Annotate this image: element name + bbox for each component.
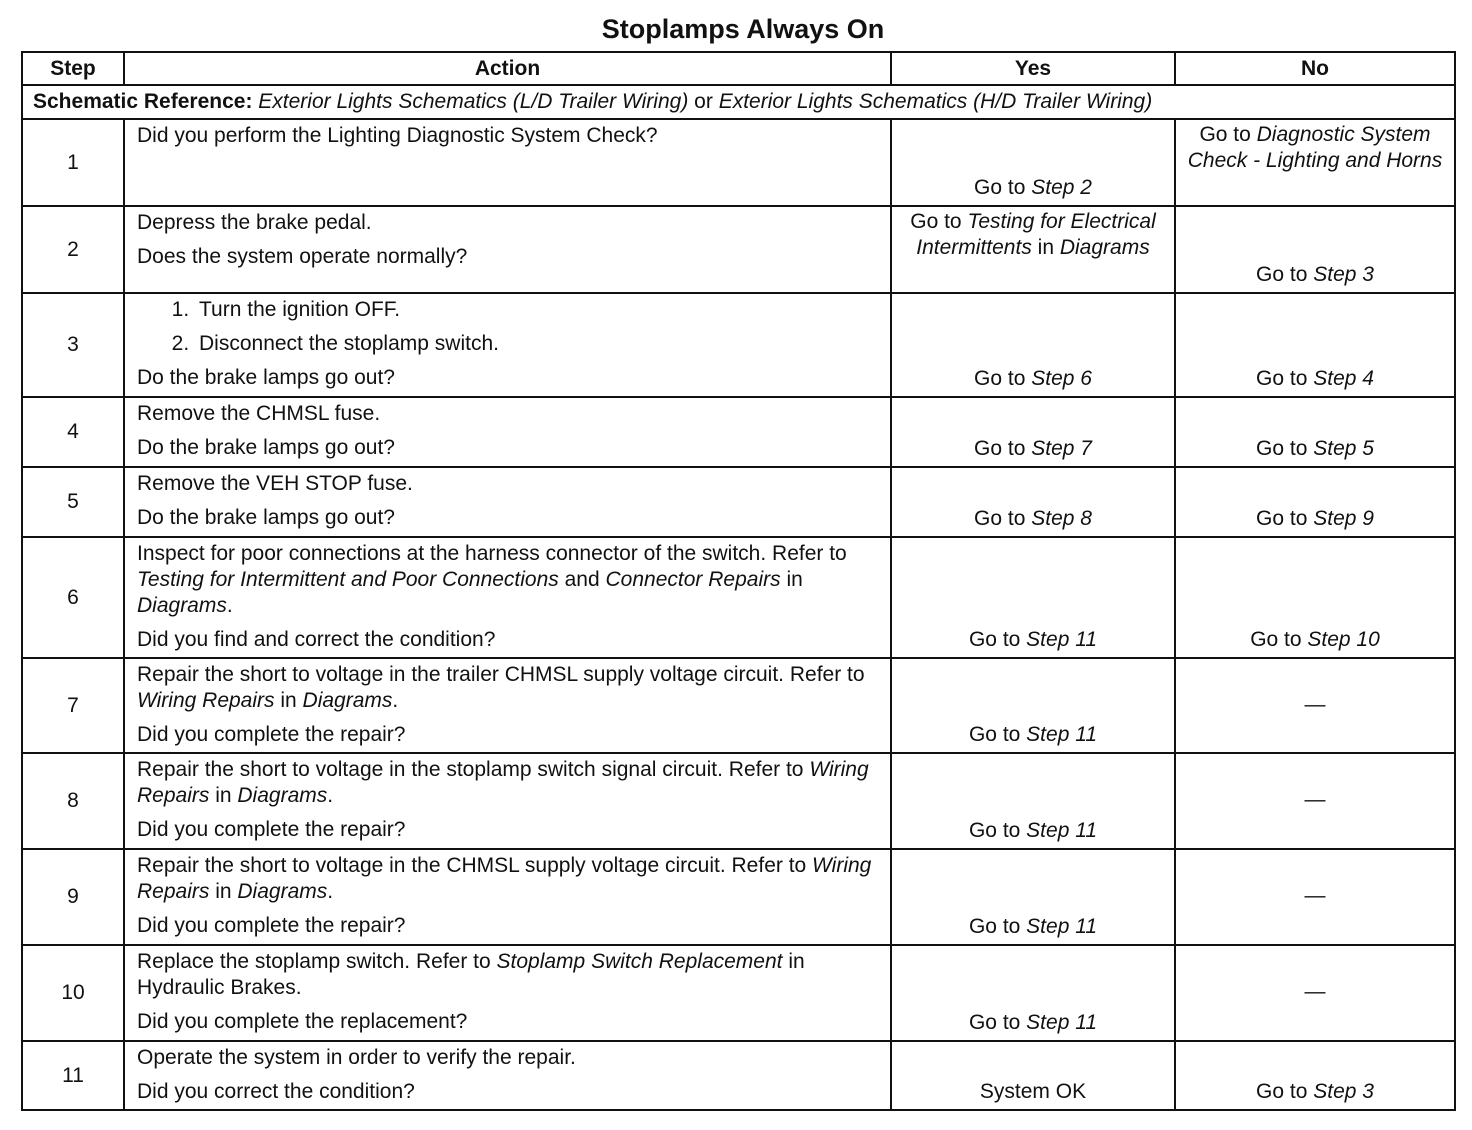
action-text: . — [327, 880, 334, 903]
result-link: Step 8 — [1031, 507, 1092, 530]
result-link: Step 3 — [1313, 1080, 1374, 1103]
action-step-item: 2. Disconnect the stoplamp switch. — [195, 331, 878, 357]
action-cell — [124, 397, 891, 467]
step-number: 3 — [22, 293, 124, 397]
step-number: 2 — [22, 206, 124, 293]
table-row — [22, 206, 1455, 293]
step-number: 5 — [22, 467, 124, 537]
action-text: Inspect for poor connections at the harness connector of the switch. Refer to — [137, 542, 847, 565]
result-prefix: Go to — [974, 507, 1032, 530]
dash-placeholder: — — [1304, 692, 1326, 716]
action-question: Does the system operate normally? — [137, 245, 468, 268]
schematic-ref-ld: Exterior Lights Schematics (L/D Trailer Wiring) — [258, 90, 689, 113]
no-result — [1175, 753, 1455, 849]
action-cell — [124, 658, 891, 753]
action-cell — [124, 537, 891, 658]
action-cell — [124, 945, 891, 1041]
action-question: Did you complete the replacement? — [137, 1010, 468, 1033]
action-text: and — [558, 568, 606, 591]
table-row — [22, 1041, 1455, 1110]
result-prefix: Go to — [1256, 507, 1314, 530]
step-number: 4 — [22, 397, 124, 467]
result-link: Testing for Electrical Intermittents — [916, 210, 1156, 259]
dash-placeholder: — — [1304, 980, 1326, 1003]
yes-result — [891, 397, 1175, 467]
action-instruction — [137, 949, 878, 1001]
action-step-item: 1. Turn the ignition OFF. — [195, 297, 878, 323]
result-link: Diagnostic System Check - Lighting and Horns — [1187, 123, 1443, 172]
action-text: . — [327, 784, 334, 807]
action-text: Repair the short to voltage in the stoplamp switch signal circuit. Refer to — [137, 758, 810, 781]
header-step: Step — [22, 52, 124, 85]
yes-result — [891, 753, 1175, 849]
action-instruction: Remove the VEH STOP fuse. — [137, 472, 413, 495]
table-row — [22, 658, 1455, 753]
action-instruction — [137, 662, 878, 714]
action-reference: Wiring Repairs — [137, 689, 275, 712]
action-instruction — [137, 757, 878, 809]
action-cell — [124, 849, 891, 945]
result-link: Step 11 — [1026, 723, 1098, 746]
action-question: Did you correct the condition? — [137, 1080, 415, 1103]
action-text: in — [209, 880, 238, 903]
result-link: Step 11 — [1026, 819, 1098, 842]
action-question: Do the brake lamps go out? — [137, 436, 395, 459]
table-row — [22, 849, 1455, 945]
dash-placeholder: — — [1304, 788, 1326, 811]
result-prefix: Go to — [1256, 367, 1314, 390]
result-prefix: Go to — [1250, 628, 1308, 651]
result-prefix: Go to — [968, 1011, 1027, 1034]
step-number: 1 — [22, 119, 124, 206]
result-link: Step 11 — [1026, 1011, 1098, 1034]
header-action: Action — [124, 52, 891, 85]
action-question: Did you complete the repair? — [137, 818, 406, 841]
action-reference: Connector Repairs — [605, 568, 781, 591]
header-yes: Yes — [891, 52, 1175, 85]
table-row — [22, 397, 1455, 467]
action-text: Repair the short to voltage in the CHMSL supply voltage circuit. Refer to — [137, 854, 813, 877]
action-text: . — [226, 594, 233, 617]
result-prefix: Go to — [968, 628, 1027, 651]
action-reference: Wiring Repairs — [137, 758, 869, 807]
action-reference: Diagrams — [137, 594, 227, 617]
result-link: Step 7 — [1031, 437, 1092, 460]
action-text: in Hydraulic Brakes. — [137, 950, 805, 999]
action-question: Do the brake lamps go out? — [137, 506, 395, 529]
step-number: 11 — [22, 1041, 124, 1110]
action-cell — [124, 753, 891, 849]
schematic-ref-hd: Exterior Lights Schematics (H/D Trailer Wiring) — [718, 90, 1153, 113]
action-question: Did you complete the repair? — [137, 723, 406, 746]
action-reference: Diagrams — [237, 784, 328, 807]
no-result — [1175, 206, 1455, 293]
result-link: Step 9 — [1313, 507, 1374, 530]
result-link: Step 10 — [1307, 628, 1380, 651]
header-row — [22, 52, 1455, 85]
action-reference: Wiring Repairs — [137, 854, 872, 903]
yes-result — [891, 119, 1175, 206]
result-link: Step 11 — [1026, 915, 1098, 938]
action-reference: Diagrams — [302, 689, 393, 712]
no-result — [1175, 397, 1455, 467]
action-cell — [124, 119, 891, 206]
yes-result — [891, 658, 1175, 753]
yes-result — [891, 849, 1175, 945]
yes-result — [891, 945, 1175, 1041]
no-result — [1175, 658, 1455, 753]
no-result — [1175, 119, 1455, 206]
result-link: Step 6 — [1031, 367, 1092, 390]
page-title: Stoplamps Always On — [601, 14, 885, 44]
action-question: Did you find and correct the condition? — [137, 628, 496, 651]
yes-result — [891, 206, 1175, 293]
action-reference: Stoplamp Switch Replacement — [496, 950, 783, 973]
action-question: Do the brake lamps go out? — [137, 366, 395, 389]
schematic-reference — [22, 85, 1455, 119]
action-text: in — [274, 689, 303, 712]
result-prefix: Go to — [974, 176, 1032, 199]
table-row — [22, 945, 1455, 1041]
action-cell — [124, 467, 891, 537]
yes-result — [891, 537, 1175, 658]
action-steps-list — [137, 297, 878, 357]
step-number: 9 — [22, 849, 124, 945]
table-row — [22, 293, 1455, 397]
action-question: Did you complete the repair? — [137, 914, 406, 937]
no-result — [1175, 537, 1455, 658]
action-instruction: Remove the CHMSL fuse. — [137, 402, 381, 425]
action-instruction — [137, 853, 878, 905]
action-instruction: Operate the system in order to verify the repair. — [137, 1046, 576, 1069]
action-text: in — [780, 568, 803, 591]
result-prefix: Go to — [968, 723, 1027, 746]
diagnostic-table — [21, 51, 1456, 1111]
no-result — [1175, 467, 1455, 537]
schematic-or: or — [694, 90, 713, 113]
dash-placeholder: — — [1304, 884, 1326, 907]
action-reference: Diagrams — [237, 880, 328, 903]
header-no: No — [1175, 52, 1455, 85]
result-link: Step 3 — [1313, 263, 1374, 286]
result-prefix: Go to — [968, 915, 1027, 938]
schematic-reference-row — [22, 85, 1455, 119]
schematic-label: Schematic Reference: — [33, 90, 253, 113]
result-link: Step 2 — [1031, 176, 1092, 199]
result-prefix: Go to — [1256, 437, 1314, 460]
yes-result — [891, 293, 1175, 397]
result-link: Step 5 — [1313, 437, 1374, 460]
action-reference: Testing for Intermittent and Poor Connections — [137, 568, 559, 591]
result-prefix: Go to — [1256, 263, 1314, 286]
result-mid: in — [1031, 236, 1060, 259]
table-row — [22, 537, 1455, 658]
result-prefix: Go to — [974, 367, 1032, 390]
table-row — [22, 753, 1455, 849]
result-link: Step 11 — [1026, 628, 1098, 651]
yes-result — [891, 467, 1175, 537]
result-text: System OK — [979, 1080, 1087, 1103]
action-text: . — [392, 689, 399, 712]
action-instruction: Depress the brake pedal. — [137, 211, 372, 234]
action-cell — [124, 206, 891, 293]
no-result — [1175, 849, 1455, 945]
result-link-2: Diagrams — [1059, 236, 1150, 259]
no-result — [1175, 293, 1455, 397]
step-number: 6 — [22, 537, 124, 658]
action-cell — [124, 1041, 891, 1110]
result-prefix: Go to — [968, 819, 1027, 842]
result-link: Step 4 — [1313, 367, 1374, 390]
step-number: 7 — [22, 658, 124, 753]
yes-result — [891, 1041, 1175, 1110]
action-cell — [124, 293, 891, 397]
result-prefix: Go to — [1199, 123, 1257, 146]
step-number: 10 — [22, 945, 124, 1041]
action-text: Repair the short to voltage in the trailer CHMSL supply voltage circuit. Refer to — [137, 663, 865, 686]
step-number: 8 — [22, 753, 124, 849]
table-row — [22, 119, 1455, 206]
result-prefix: Go to — [1256, 1080, 1314, 1103]
action-instruction — [137, 541, 878, 619]
result-prefix: Go to — [974, 437, 1032, 460]
action-text: in — [209, 784, 238, 807]
result-prefix: Go to — [910, 210, 968, 233]
no-result — [1175, 1041, 1455, 1110]
action-question: Did you perform the Lighting Diagnostic System Check? — [137, 124, 658, 147]
table-row — [22, 467, 1455, 537]
no-result — [1175, 945, 1455, 1041]
action-text: Replace the stoplamp switch. Refer to — [137, 950, 497, 973]
